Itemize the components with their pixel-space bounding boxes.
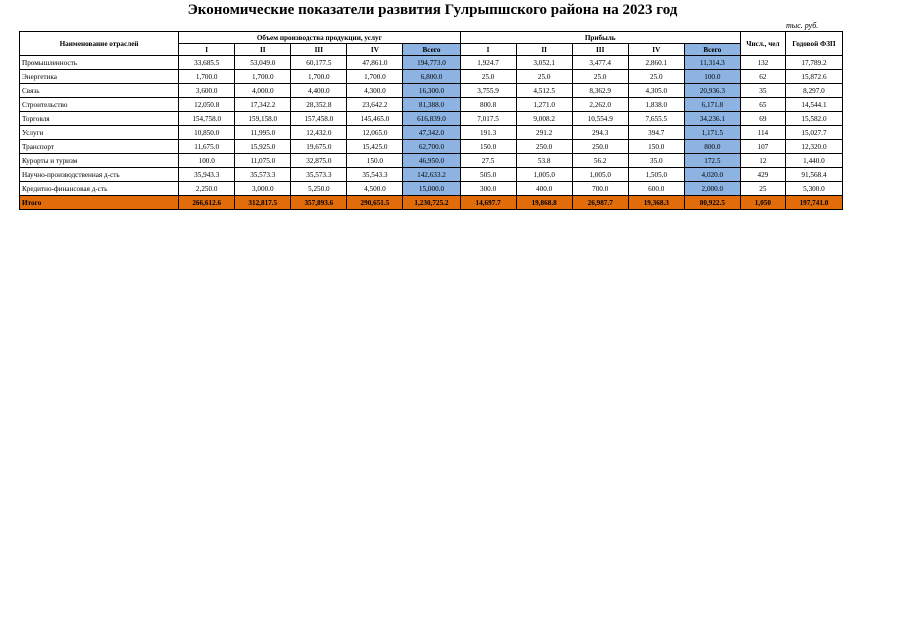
profit-q2: 19,868.8 bbox=[516, 196, 572, 210]
production-q1: 12,050.8 bbox=[179, 98, 235, 112]
production-total: 1,230,725.2 bbox=[403, 196, 460, 210]
profit-q2: 25.0 bbox=[516, 70, 572, 84]
production-q1: 35,943.3 bbox=[179, 168, 235, 182]
production-q2: 11,995.0 bbox=[235, 126, 291, 140]
profit-q3: 25.0 bbox=[572, 70, 628, 84]
production-total: 142,633.2 bbox=[403, 168, 460, 182]
production-q1: 266,612.6 bbox=[179, 196, 235, 210]
table-row bbox=[20, 84, 843, 98]
production-total: 81,388.0 bbox=[403, 98, 460, 112]
profit-total: 4,020.0 bbox=[684, 168, 740, 182]
profit-q4: 150.0 bbox=[628, 140, 684, 154]
production-q3: 28,352.8 bbox=[291, 98, 347, 112]
header-prod-total: Всего bbox=[403, 44, 460, 56]
page-title: Экономические показатели развития Гулрыпшского района на 2023 год bbox=[187, 2, 678, 18]
production-q4: 35,543.3 bbox=[347, 168, 403, 182]
header-profit-q4: IV bbox=[628, 44, 684, 56]
employees-count: 132 bbox=[740, 56, 785, 70]
profit-q4: 600.0 bbox=[628, 182, 684, 196]
annual-payroll: 15,872.6 bbox=[785, 70, 842, 84]
production-q2: 312,817.5 bbox=[235, 196, 291, 210]
production-q2: 15,925.0 bbox=[235, 140, 291, 154]
annual-payroll: 14,544.1 bbox=[785, 98, 842, 112]
header-profit-q3: III bbox=[572, 44, 628, 56]
profit-q1: 505.0 bbox=[460, 168, 516, 182]
header-production: Объем производства продукции, услуг bbox=[179, 32, 460, 44]
profit-q2: 250.0 bbox=[516, 140, 572, 154]
header-name: Наименование отраслей bbox=[20, 32, 179, 56]
profit-q2: 4,512.5 bbox=[516, 84, 572, 98]
production-q2: 53,049.0 bbox=[235, 56, 291, 70]
production-q1: 100.0 bbox=[179, 154, 235, 168]
industry-name: Научно-производственная д-сть bbox=[20, 168, 179, 182]
industry-name: Энергетика bbox=[20, 70, 179, 84]
industry-name: Транспорт bbox=[20, 140, 179, 154]
profit-q3: 700.0 bbox=[572, 182, 628, 196]
production-q4: 4,300.0 bbox=[347, 84, 403, 98]
production-q3: 12,432.0 bbox=[291, 126, 347, 140]
profit-q4: 7,655.5 bbox=[628, 112, 684, 126]
profit-total: 20,936.3 bbox=[684, 84, 740, 98]
header-payroll: Годовой ФЗП bbox=[785, 32, 842, 56]
employees-count: 69 bbox=[740, 112, 785, 126]
profit-q1: 3,755.9 bbox=[460, 84, 516, 98]
production-q1: 1,700.0 bbox=[179, 70, 235, 84]
employees-count: 1,050 bbox=[740, 196, 785, 210]
profit-q2: 400.0 bbox=[516, 182, 572, 196]
unit-label: тыс. руб. bbox=[786, 21, 819, 30]
profit-q1: 191.3 bbox=[460, 126, 516, 140]
production-q4: 4,500.0 bbox=[347, 182, 403, 196]
profit-q4: 2,860.1 bbox=[628, 56, 684, 70]
production-q3: 19,675.0 bbox=[291, 140, 347, 154]
profit-total: 100.0 bbox=[684, 70, 740, 84]
profit-q4: 19,368.3 bbox=[628, 196, 684, 210]
table-row bbox=[20, 98, 843, 112]
production-q4: 1,700.0 bbox=[347, 70, 403, 84]
header-prod-q4: IV bbox=[347, 44, 403, 56]
production-total: 16,300.0 bbox=[403, 84, 460, 98]
profit-q3: 250.0 bbox=[572, 140, 628, 154]
production-q1: 3,600.0 bbox=[179, 84, 235, 98]
employees-count: 62 bbox=[740, 70, 785, 84]
annual-payroll: 17,789.2 bbox=[785, 56, 842, 70]
profit-total: 6,171.8 bbox=[684, 98, 740, 112]
production-q3: 157,458.0 bbox=[291, 112, 347, 126]
profit-q4: 1,505.0 bbox=[628, 168, 684, 182]
annual-payroll: 1,440.0 bbox=[785, 154, 842, 168]
production-q2: 4,000.0 bbox=[235, 84, 291, 98]
industry-name: Итого bbox=[20, 196, 179, 210]
table-row bbox=[20, 70, 843, 84]
profit-q4: 4,305.0 bbox=[628, 84, 684, 98]
profit-q3: 56.2 bbox=[572, 154, 628, 168]
annual-payroll: 15,027.7 bbox=[785, 126, 842, 140]
annual-payroll: 91,568.4 bbox=[785, 168, 842, 182]
production-q1: 10,850.0 bbox=[179, 126, 235, 140]
industry-name: Кредитно-финансовая д-сть bbox=[20, 182, 179, 196]
production-q4: 23,642.2 bbox=[347, 98, 403, 112]
profit-q1: 150.0 bbox=[460, 140, 516, 154]
production-q3: 4,400.0 bbox=[291, 84, 347, 98]
production-total: 15,000.0 bbox=[403, 182, 460, 196]
production-q1: 11,675.0 bbox=[179, 140, 235, 154]
profit-q1: 1,924.7 bbox=[460, 56, 516, 70]
profit-q1: 25.0 bbox=[460, 70, 516, 84]
profit-total: 80,922.5 bbox=[684, 196, 740, 210]
table-row bbox=[20, 112, 843, 126]
employees-count: 65 bbox=[740, 98, 785, 112]
profit-q1: 14,697.7 bbox=[460, 196, 516, 210]
profit-q4: 35.0 bbox=[628, 154, 684, 168]
profit-q4: 1,838.0 bbox=[628, 98, 684, 112]
profit-q4: 394.7 bbox=[628, 126, 684, 140]
profit-q3: 26,987.7 bbox=[572, 196, 628, 210]
header-profit-total: Всего bbox=[684, 44, 740, 56]
production-q4: 15,425.0 bbox=[347, 140, 403, 154]
production-q4: 12,065.0 bbox=[347, 126, 403, 140]
header-employees: Числ., чел bbox=[740, 32, 785, 56]
table-row bbox=[20, 56, 843, 70]
production-q3: 32,875.0 bbox=[291, 154, 347, 168]
production-q3: 357,893.6 bbox=[291, 196, 347, 210]
production-total: 47,342.0 bbox=[403, 126, 460, 140]
profit-total: 2,000.0 bbox=[684, 182, 740, 196]
profit-q3: 2,262.0 bbox=[572, 98, 628, 112]
employees-count: 12 bbox=[740, 154, 785, 168]
profit-q2: 291.2 bbox=[516, 126, 572, 140]
industry-name: Торговля bbox=[20, 112, 179, 126]
industry-name: Услуги bbox=[20, 126, 179, 140]
table-row bbox=[20, 168, 843, 182]
header-prod-q1: I bbox=[179, 44, 235, 56]
table-row bbox=[20, 126, 843, 140]
profit-total: 800.0 bbox=[684, 140, 740, 154]
production-q1: 2,250.0 bbox=[179, 182, 235, 196]
profit-q3: 10,554.9 bbox=[572, 112, 628, 126]
header-profit-q2: II bbox=[516, 44, 572, 56]
employees-count: 107 bbox=[740, 140, 785, 154]
production-q2: 35,573.3 bbox=[235, 168, 291, 182]
industry-name: Курорты и туризм bbox=[20, 154, 179, 168]
production-q4: 145,465.0 bbox=[347, 112, 403, 126]
profit-q1: 7,017.5 bbox=[460, 112, 516, 126]
profit-q2: 3,052.1 bbox=[516, 56, 572, 70]
industry-name: Промышленность bbox=[20, 56, 179, 70]
table-row bbox=[20, 140, 843, 154]
annual-payroll: 15,582.0 bbox=[785, 112, 842, 126]
profit-q3: 8,362.9 bbox=[572, 84, 628, 98]
production-q4: 47,861.0 bbox=[347, 56, 403, 70]
profit-q2: 1,271.0 bbox=[516, 98, 572, 112]
production-q1: 154,758.0 bbox=[179, 112, 235, 126]
industry-name: Связь bbox=[20, 84, 179, 98]
production-q4: 290,651.5 bbox=[347, 196, 403, 210]
industry-name: Строительство bbox=[20, 98, 179, 112]
profit-q2: 1,005.0 bbox=[516, 168, 572, 182]
annual-payroll: 5,300.0 bbox=[785, 182, 842, 196]
production-q2: 17,342.2 bbox=[235, 98, 291, 112]
production-total: 6,800.0 bbox=[403, 70, 460, 84]
annual-payroll: 197,741.0 bbox=[785, 196, 842, 210]
production-q2: 3,000.0 bbox=[235, 182, 291, 196]
production-q2: 159,158.0 bbox=[235, 112, 291, 126]
employees-count: 114 bbox=[740, 126, 785, 140]
production-q3: 1,700.0 bbox=[291, 70, 347, 84]
production-total: 46,950.0 bbox=[403, 154, 460, 168]
production-q4: 150.0 bbox=[347, 154, 403, 168]
employees-count: 35 bbox=[740, 84, 785, 98]
annual-payroll: 12,320.0 bbox=[785, 140, 842, 154]
employees-count: 429 bbox=[740, 168, 785, 182]
profit-q1: 27.5 bbox=[460, 154, 516, 168]
economic-indicators-table bbox=[19, 31, 843, 210]
profit-q3: 1,005.0 bbox=[572, 168, 628, 182]
profit-total: 11,314.3 bbox=[684, 56, 740, 70]
profit-q3: 294.3 bbox=[572, 126, 628, 140]
profit-q2: 53.8 bbox=[516, 154, 572, 168]
production-q2: 11,075.0 bbox=[235, 154, 291, 168]
profit-q1: 300.0 bbox=[460, 182, 516, 196]
production-q1: 33,685.5 bbox=[179, 56, 235, 70]
table-row bbox=[20, 154, 843, 168]
total-row bbox=[20, 196, 843, 210]
header-prod-q2: II bbox=[235, 44, 291, 56]
employees-count: 25 bbox=[740, 182, 785, 196]
production-total: 62,700.0 bbox=[403, 140, 460, 154]
profit-total: 34,236.1 bbox=[684, 112, 740, 126]
profit-q3: 3,477.4 bbox=[572, 56, 628, 70]
profit-total: 172.5 bbox=[684, 154, 740, 168]
production-q3: 60,177.5 bbox=[291, 56, 347, 70]
profit-q1: 800.8 bbox=[460, 98, 516, 112]
production-q3: 35,573.3 bbox=[291, 168, 347, 182]
production-total: 194,773.0 bbox=[403, 56, 460, 70]
production-q2: 1,700.0 bbox=[235, 70, 291, 84]
profit-q2: 9,008.2 bbox=[516, 112, 572, 126]
production-q3: 5,250.0 bbox=[291, 182, 347, 196]
annual-payroll: 8,297.0 bbox=[785, 84, 842, 98]
profit-total: 1,171.5 bbox=[684, 126, 740, 140]
header-profit-q1: I bbox=[460, 44, 516, 56]
header-profit: Прибыль bbox=[460, 32, 740, 44]
production-total: 616,839.0 bbox=[403, 112, 460, 126]
table-row bbox=[20, 182, 843, 196]
profit-q4: 25.0 bbox=[628, 70, 684, 84]
header-prod-q3: III bbox=[291, 44, 347, 56]
